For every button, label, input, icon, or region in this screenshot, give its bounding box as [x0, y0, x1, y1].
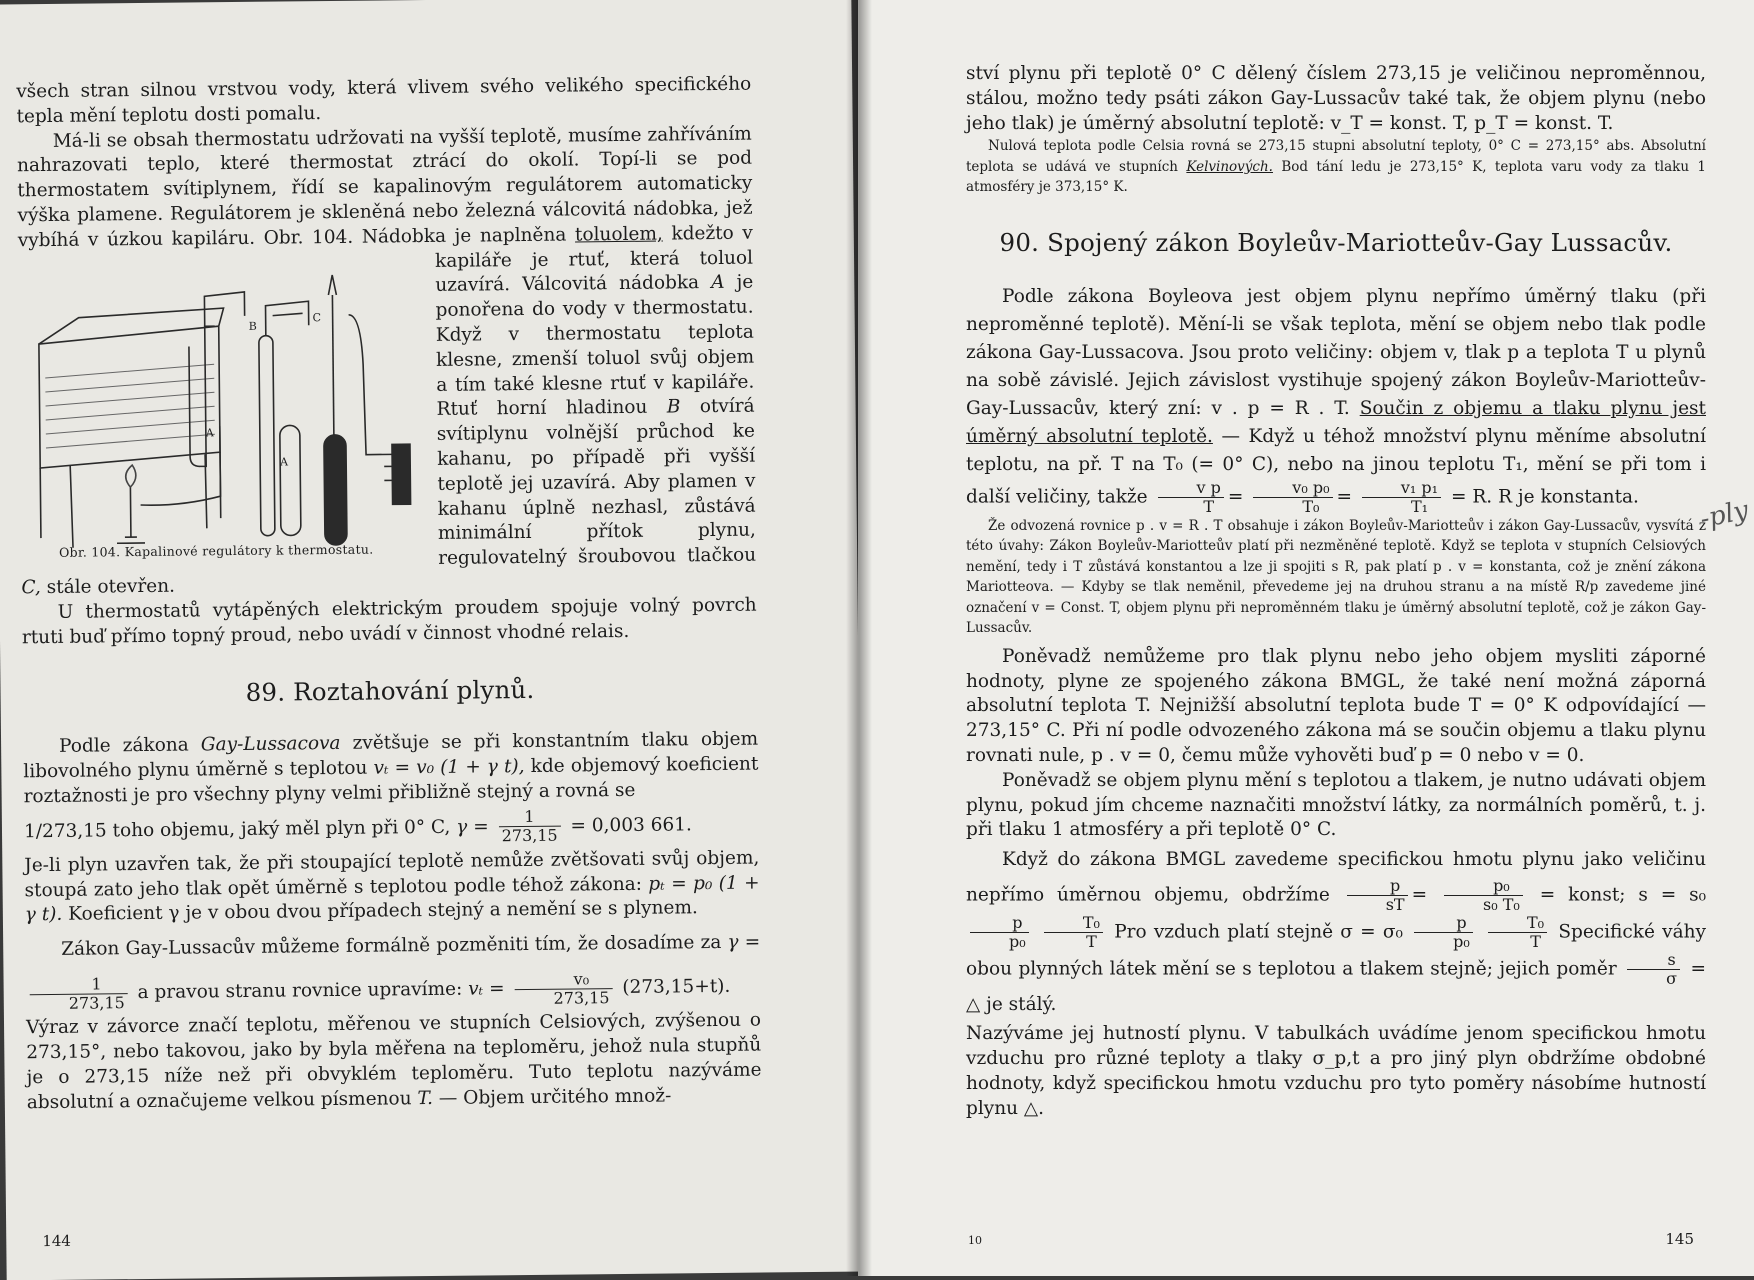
text-run: Zákon Gay-Lussacův můžeme formálně pozměniti tím, že dosadíme za — [61, 932, 722, 960]
fraction — [1362, 479, 1441, 516]
label-b: B — [248, 319, 257, 333]
numerator: p — [1347, 877, 1408, 896]
numerator: T₀ — [1488, 914, 1547, 933]
text-run: kdežto v kapiláře je rtuť, která toluol uzavírá. Válcovitá nádobka — [434, 222, 754, 297]
italic-name: Gay-Lussacova — [200, 733, 341, 756]
fraction — [1488, 914, 1547, 951]
numerator: T₀ — [1044, 914, 1103, 933]
numerator: v p — [1158, 479, 1224, 498]
footnote — [966, 136, 1706, 198]
symbol: A — [711, 272, 725, 294]
underlined-sentence: Součin z objemu a tlaku plynu jest úměrný absolutní teplotě. — [966, 397, 1706, 447]
label-a: A — [205, 425, 214, 439]
numerator: 1 — [498, 808, 560, 828]
text-run: Specifické váhy obou plynných látek mění se s teplotou a tlakem stejně; jejich poměr — [966, 921, 1706, 980]
text-run: Pro vzduch platí stejně σ = σ₀ — [1114, 921, 1403, 943]
numerator: v₀ p₀ — [1253, 479, 1332, 498]
right-page — [858, 0, 1754, 1276]
left-text-column — [16, 73, 762, 1116]
denominator: σ — [1666, 969, 1678, 989]
numerator: v₀ — [514, 970, 612, 990]
label-c: C — [312, 310, 322, 324]
text-run: stále otevřen. — [46, 575, 176, 598]
paragraph: Podle zákona Boyleova jest objem plynu nepřímo úměrný tlaku (při neproměnné teplotě). Mění-li se však teplota, mění se objem nebo tlak podle zákona Gay-Lussacova. Jsou proto veličiny: objem v, tlak p a teplota T u plynů na sobě závislé. Jejich závislost vystihuje spojený zákon Boyleův-Mariotteův-Gay-Lussacův, který zní: v . p = R . T. Součin z objemu a tlaku plynu jest úměrný absolutní teplotě. — Když u téhož množství plynu měníme absolutní teplotu, na př. T na T₀ (= 0° C), nebo na jinou teplotu T₁, mění se při tom i další veličiny, takže $\frac{\text{v p}}{T}$ = $\frac{\text{v₀ p₀}}{\text{T₀}}$ = $\frac{\text{v₁ p₁}}{\text{T₁}}$ = R. R je konstanta. — [966, 285, 1707, 516]
text-run: Koeficient γ je v obou dvou případech stejný a nemění se s plynem. — [68, 897, 698, 926]
symbol: T. — [417, 1087, 434, 1109]
left-page — [0, 0, 865, 1280]
fraction — [1627, 951, 1680, 988]
numerator: s — [1627, 951, 1680, 970]
denominator: 273,15 — [553, 987, 610, 1008]
paragraph — [26, 1009, 762, 1116]
figure-104 — [18, 254, 426, 568]
right-text-column — [966, 62, 1706, 1121]
paragraph: U thermostatů vytápěných elektrickým proudem spojuje volný povrch rtuti buď přímo topný proud, nebo uvádí v činnost vhodné relais. — [21, 594, 757, 648]
text-run: — Objem určitého množ- — [438, 1084, 672, 1109]
equation: γ = — [727, 931, 761, 953]
denominator: p₀ — [1453, 932, 1470, 952]
numerator: p — [1414, 914, 1473, 933]
section-heading: 90. Spojený zákon Boyleův-Mariotteův-Gay Lussacův. — [999, 227, 1673, 257]
text-run: = R. — [1450, 486, 1493, 508]
text-run: = konst; s = s₀ — [1539, 884, 1707, 906]
text-run: = 0,003 661. — [570, 813, 692, 837]
denominator: 273,15 — [501, 825, 558, 846]
paragraph: Poněvadž se objem plynu mění s teplotou a tlakem, je nutno udávati objem plynu, pokud jím chceme naznačiti množství látky, za normálních poměrů, t. j. při tlaku 1 atmosféry a při teplotě 0° C. — [966, 769, 1706, 841]
fraction — [1444, 877, 1523, 914]
fraction — [498, 808, 560, 846]
denominator: 273,15 — [68, 992, 125, 1013]
denominator: T — [1203, 496, 1215, 516]
page-number: 144 — [42, 1231, 72, 1251]
paragraph: Když do zákona BMGL zavedeme specifickou hmotu plynu jako veličinu nepřímo úměrnou objemu, obdržíme $\frac{p}{sT}$ = $\frac{\text{p₀}}{\text{s₀ T₀}}$ = konst; s = s₀ $\frac{p}{\text{p₀}}$ $\frac{\text{T₀}}{T}$ Pro vzduch platí stejně σ = σ₀ $\frac{p}{\text{p₀}}$ $\frac{\text{T₀}}{T}$ Specifické váhy obou plynných látek mění se s teplotou a tlakem stejně; jejich poměr $\frac{s}{\sigma}$ = △ je stálý. — [966, 849, 1707, 1016]
denominator: T — [1530, 932, 1541, 952]
section-heading: 89. Roztahování plynů. — [245, 675, 535, 708]
fraction — [1253, 479, 1332, 516]
label-a: A — [280, 455, 289, 469]
fraction — [1347, 877, 1408, 914]
text-run: — Když u téhož množství plynu měníme absolutní teplotu, na př. T na T₀ (= 0° C), nebo na jinou teplotu T₁, mění se při tom i další veličiny, takže — [966, 425, 1707, 508]
text-run: a pravou stranu rovnice upravíme: — [137, 978, 463, 1004]
denominator: T₁ — [1410, 496, 1429, 516]
text-run: Podle zákona — [59, 734, 189, 758]
regulator-drawing — [18, 254, 426, 568]
denominator: sT — [1385, 895, 1405, 915]
equation: vₜ = v₀ (1 + γ t), — [373, 756, 525, 779]
text-run: Nulová teplota podle Celsia rovná se 273,15 stupni absolutní teploty, 0° C = 273,15° abs. Absolutní teplota se udává ve stupních — [966, 138, 1706, 175]
fraction — [30, 975, 128, 1013]
fraction — [1158, 479, 1224, 516]
figure-caption: Obr. 104. Kapalinové regulátory k thermostatu. — [59, 541, 374, 560]
numerator: 1 — [30, 975, 128, 995]
text-run: Výraz v závorce značí teplotu, měřenou ve stupních Celsiových, zvýšenou o 273,15°, nebo takovou, jako by byla měřena na teploměru, jehož nula stupňů je o 273,15 níže než při obvyklém teploměru. Tuto teplotu nazýváme absolutní a označujeme velkou písmenou — [25, 1009, 762, 1113]
equation: pₜ = p₀ (1 + γ t). — [24, 872, 760, 926]
underlined-word: toluolem, — [574, 223, 663, 246]
signature-mark: 10 — [968, 1234, 982, 1247]
text-run: Podle zákona Boyleova jest objem plynu nepřímo úměrný tlaku (při neproměnné teplotě). Mění-li se však teplota, mění se objem nebo tlak podle zákona Gay-Lussacova. Jsou proto veličiny: objem v, tlak p a teplota T u plynů na sobě závislé. Jejich závislost vystihuje spojený zákon Boyleův-Mariotteův-Gay-Lussacův, který zní: v . p = R . T. — [966, 285, 1706, 419]
denominator: T — [1086, 932, 1097, 952]
text-run: Je-li plyn uzavřen tak, že při stoupající teplotě nemůže zvětšovati svůj objem, stoupá zato jeho tlak opět úměrně s teplotou podle téhož zákona: — [24, 847, 760, 901]
paragraph — [17, 122, 757, 601]
paragraph — [24, 802, 759, 854]
paragraph: ství plynu při teplotě 0° C dělený číslem 273,15 je veličinou neproměnnou, stálou, možno tedy psáti zákon Gay-Lussacův také tak, že objem plynu (nebo jeho tlak) je úměrný absolutní teplotě: v_T = konst. T, p_T = konst. T. — [966, 63, 1706, 134]
numerator: p — [970, 914, 1029, 933]
text-run: R je konstanta. — [1498, 486, 1639, 508]
handwritten-margin-note: -ply — [1696, 495, 1751, 535]
numerator: v₁ p₁ — [1362, 479, 1441, 498]
footnote: Že odvozená rovnice p . v = R . T obsahuje i zákon Boyleův-Mariotteův i zákon Gay-Lussacův, vysvítá z této úvahy: Zákon Boyleův-Mariotteův platí při nezměněné teplotě. Když se teplota v stupních Celsiových nemění, tedy i T zůstává konstantou a lze ji spojiti s R, pak platí p . v = konstanta, což je znění zákona Mariotteova. — Kdyby se tlak neměnil, převedeme jej na druhou stranu a na místě R/p zavedeme jiné označení v = Const. T, objem plynu při neproměnném tlaku je úměrný absolutní teplotě, což je zákon Gay-Lussacův. — [966, 517, 1706, 637]
text-run: otvírá svítiplynu volnější průchod ke kahanu, po případě při vyšší teplotě jej uzavírá. Aby plamen v kahanu úplně nezhasl, zůstává minimální přítok plynu, regulovatelný šroubovou tlačkou — [436, 395, 757, 570]
fraction — [514, 970, 612, 1008]
paragraph: Poněvadž nemůžeme pro tlak plynu nebo jeho objem mysliti záporné hodnoty, plyne ze spojeného zákona BMGL, že také není možná záporná absolutní teplota T. Nejnižší absolutní teplota bude T = 0° K odpovídající — 273,15° C. Při ní podle odvozeného zákona má se součin objemu a tlaku plynu rovnati nule, p . v = 0, čemu může vyhověti buď p = 0 nebo v = 0. — [966, 645, 1706, 767]
text-run: kde objemový koeficient roztažnosti je pro všechny plyny velmi přibližně stejný a rovná se — [23, 753, 759, 808]
fraction — [1414, 914, 1473, 951]
numerator: p₀ — [1444, 877, 1523, 896]
equation: vₜ = — [468, 978, 505, 1000]
paragraph: všech stran silnou vrstvou vody, která vlivem svého velikého specifického tepla mění teplotu dosti pomalu. — [16, 73, 752, 128]
underlined-word: Kelvinových. — [1186, 158, 1273, 175]
denominator: T₀ — [1302, 496, 1320, 516]
text-run: Má-li se obsah thermostatu udržovati na vyšší teplotě, musíme zahříváním nahrazovati teplo, které thermostat ztrácí do okolí. Topí-li se pod thermostatem svítiplynem, řídí se kapalinovým regulátorem automaticky výška plamene. Regulátorem je skleněná nebo železná válcovitá nádobka, jež vybíhá v úzkou kapiláru. Obr. 104. Nádobka je naplněna — [16, 123, 753, 252]
text-run: je ponořena do vody v thermostatu. Když v thermostatu teplota klesne, zmenší toluol svůj objem a tím také klesne rtuť v kapiláře. Rtuť horní hladinou — [435, 271, 755, 421]
symbol: B — [666, 396, 681, 418]
paragraph — [25, 921, 761, 1017]
equation: γ = — [456, 816, 489, 838]
text-run: (273,15+t). — [622, 975, 731, 999]
text-run: Bod tání ledu je 273,15° K, teplota varu vody za tlaku 1 atmosféry je 373,15° K. — [966, 158, 1706, 196]
paragraph: Nazýváme jej hutností plynu. V tabulkách uvádíme jenom specifickou hmotu vzduchu pro různé teploty a tlaky σ_p,t a pro jiný plyn obdržíme obdobné hodnoty, když specifickou hmotu vzduchu pro tyto poměry násobíme hutností plynu △. — [966, 1023, 1706, 1119]
text-run: = △ je stálý. — [966, 958, 1706, 1016]
fraction — [1044, 914, 1103, 951]
text-run: Když do zákona BMGL zavedeme specifickou hmotu plynu jako veličinu nepřímo úměrnou objemu, obdržíme — [966, 849, 1706, 906]
page-number: 145 — [1665, 1230, 1694, 1248]
text-run: 1/273,15 toho objemu, jaký měl plyn při 0° C, — [23, 816, 451, 842]
denominator: p₀ — [1009, 932, 1026, 952]
paragraph — [24, 846, 760, 928]
symbol: C, — [21, 577, 41, 599]
text-run: zvětšuje se při konstantním tlaku objem libovolného plynu úměrně s teplotou — [23, 728, 759, 783]
fraction — [970, 914, 1029, 951]
denominator: s₀ T₀ — [1483, 895, 1520, 915]
paragraph — [23, 728, 759, 810]
